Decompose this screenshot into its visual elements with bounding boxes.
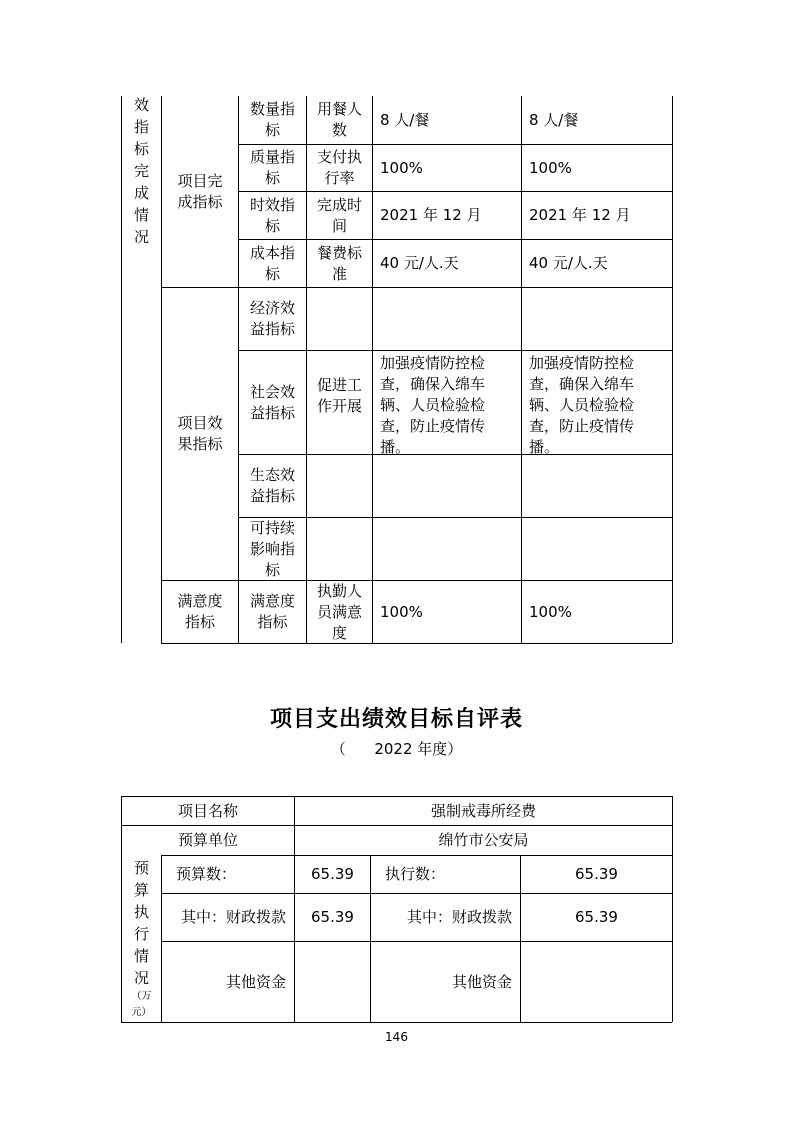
table-row-sub: 时效指标 <box>249 195 295 235</box>
table-row-target <box>373 455 521 517</box>
group-label-completion: 项目完成指标 <box>177 171 223 211</box>
fiscal-exec-value: 65.39 <box>575 908 618 926</box>
table-row-actual: 100% <box>529 158 572 177</box>
fiscal-exec-label: 其中：财政拨款 <box>406 908 512 926</box>
exec-value: 65.39 <box>575 865 618 883</box>
table-row-target <box>373 518 521 580</box>
fiscal-budget-value: 65.39 <box>311 908 354 926</box>
budget-exec-label: 预算执行情况 （万元） <box>122 855 161 1022</box>
table-row-name: 执勤人员满意度 <box>316 581 362 642</box>
other-budget-value <box>295 942 370 1022</box>
table-row-target: 100% <box>380 602 423 621</box>
table-row-target: 加强疫情防控检查，确保入绵车辆、人员检验检查，防止疫情传播。 <box>380 354 486 456</box>
table-row-sub: 社会效益指标 <box>249 382 295 422</box>
table-row-actual: 8 人/餐 <box>529 110 579 129</box>
budget-unit-value: 绵竹市公安局 <box>438 831 529 849</box>
table-row-name: 用餐人数 <box>316 100 362 139</box>
other-exec-value <box>521 942 672 1022</box>
table-row-target: 2021 年 12 月 <box>380 206 482 224</box>
table-row-sub: 满意度指标 <box>249 592 295 631</box>
project-name-value: 强制戒毒所经费 <box>430 801 536 820</box>
table-row-target: 40 元/人.天 <box>380 254 459 272</box>
table-row-name: 完成时间 <box>316 195 362 235</box>
table-row-sub: 经济效益指标 <box>249 299 295 338</box>
other-exec-label: 其他资金 <box>451 972 512 991</box>
table-row-actual <box>522 455 672 517</box>
section-label: 效指标完成情况 <box>133 96 149 246</box>
exec-label: 执行数： <box>385 865 446 883</box>
table-row-name: 餐费标准 <box>316 243 362 283</box>
unit-note: （万元） <box>131 991 152 1018</box>
table-row-actual: 100% <box>529 602 572 621</box>
table-row-name <box>307 288 372 350</box>
table-row-actual: 40 元/人.天 <box>529 254 608 272</box>
table-row-name <box>307 455 372 517</box>
table-row-name: 支付执行率 <box>316 148 362 187</box>
table-row-sub: 数量指标 <box>249 100 295 139</box>
group-label-satisfaction: 满意度指标 <box>177 592 223 631</box>
group-label-effect: 项目效果指标 <box>177 414 223 453</box>
table-row-name: 促进工作开展 <box>316 376 362 415</box>
year-subtitle: （ 2022 年度） <box>330 740 463 758</box>
page-number: 146 <box>385 1030 408 1044</box>
budget-unit-label: 预算单位 <box>177 831 238 849</box>
page-title: 项目支出绩效目标自评表 <box>269 707 523 732</box>
fiscal-label: 其中：财政拨款 <box>180 908 286 926</box>
table-row-actual <box>522 518 672 580</box>
table-row-sub: 质量指标 <box>249 148 295 187</box>
table-row-sub: 可持续影响指标 <box>249 518 295 579</box>
budget-value: 65.39 <box>311 865 354 883</box>
table-row-target: 8 人/餐 <box>380 110 430 129</box>
table-row-sub: 成本指标 <box>249 243 295 283</box>
budget-label: 预算数： <box>176 865 237 883</box>
table-row-target: 100% <box>380 158 423 177</box>
table-row-name <box>307 518 372 580</box>
table-row-target <box>373 288 521 350</box>
table-row-sub: 生态效益指标 <box>249 466 295 505</box>
table-row-actual: 2021 年 12 月 <box>529 206 631 224</box>
project-name-label: 项目名称 <box>177 801 238 820</box>
other-label: 其他资金 <box>225 972 286 991</box>
table-row-actual <box>522 288 672 350</box>
table-row-actual: 加强疫情防控检查，确保入绵车辆、人员检验检查，防止疫情传播。 <box>529 354 635 456</box>
